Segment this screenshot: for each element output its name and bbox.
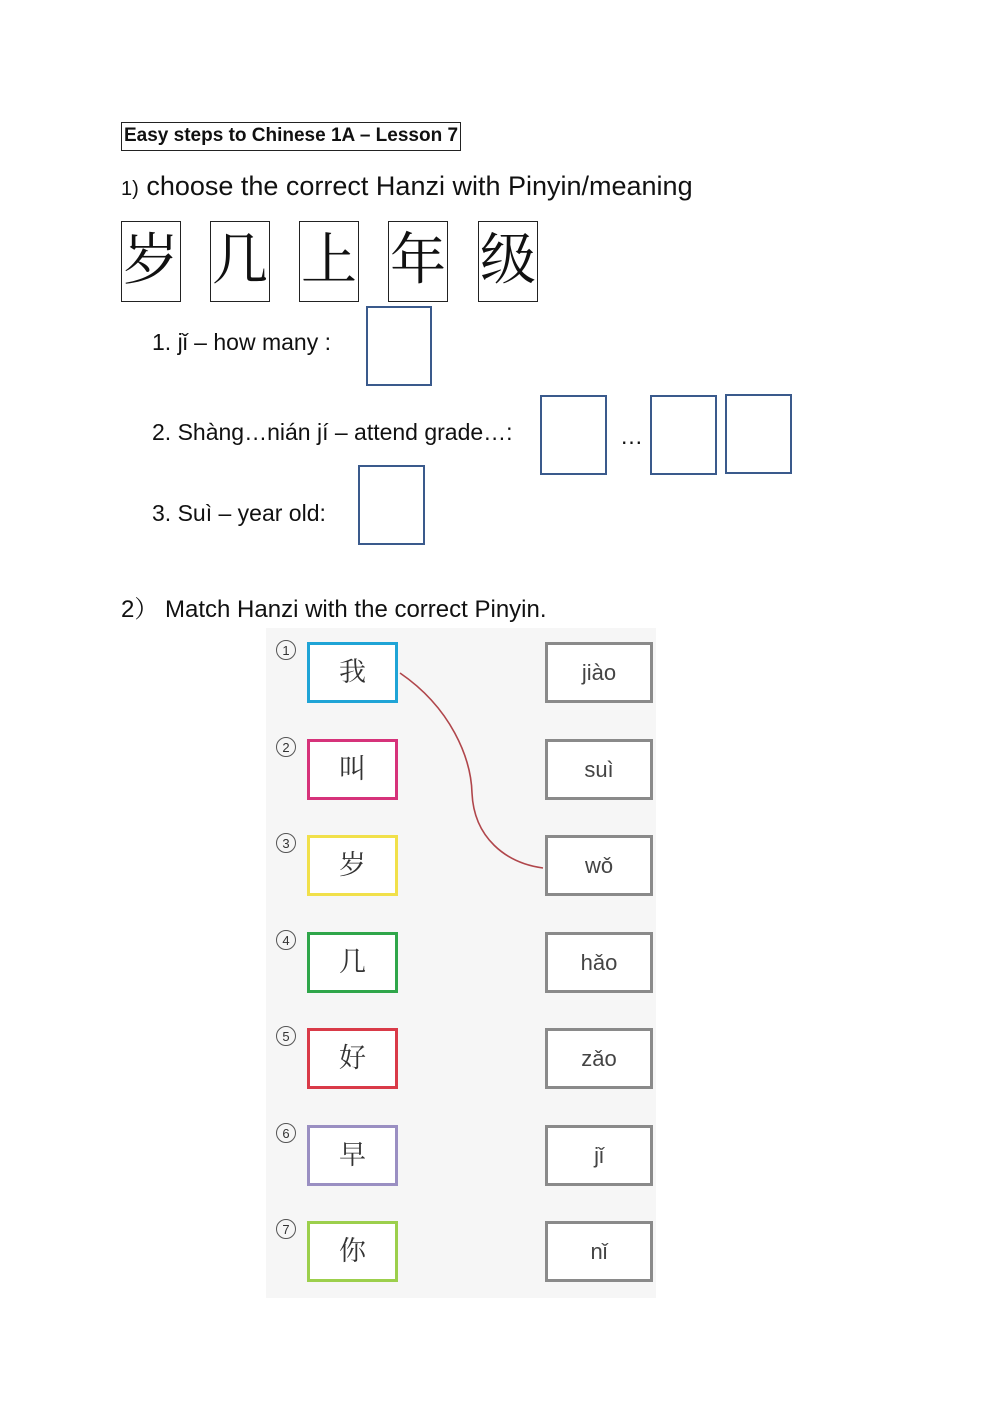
pinyin-box[interactable]: suì xyxy=(545,739,653,800)
hanzi-box[interactable]: 好 xyxy=(307,1028,398,1089)
answer-box-q2-b[interactable] xyxy=(650,395,717,475)
hanzi-box[interactable]: 岁 xyxy=(307,835,398,896)
section-1-heading xyxy=(121,168,693,207)
section-1-number: 1) xyxy=(121,178,139,200)
character-card[interactable]: 岁 xyxy=(121,221,181,302)
hanzi-box[interactable]: 早 xyxy=(307,1125,398,1186)
answer-box-q1[interactable] xyxy=(366,306,432,386)
lesson-title: Easy steps to Chinese 1A – Lesson 7 xyxy=(121,122,461,151)
pinyin-box[interactable]: hǎo xyxy=(545,932,653,993)
character-card[interactable]: 上 xyxy=(299,221,359,302)
ellipsis-separator: … xyxy=(620,423,643,449)
pinyin-box[interactable]: jiào xyxy=(545,642,653,703)
section-2-instruction: Match Hanzi with the correct Pinyin. xyxy=(165,596,547,623)
item-number: 6 xyxy=(276,1123,296,1143)
pinyin-box[interactable]: nǐ xyxy=(545,1221,653,1282)
pinyin-box[interactable]: zǎo xyxy=(545,1028,653,1089)
item-number: 3 xyxy=(276,833,296,853)
character-card[interactable]: 级 xyxy=(478,221,538,302)
character-card[interactable]: 几 xyxy=(210,221,270,302)
hanzi-box[interactable]: 你 xyxy=(307,1221,398,1282)
hanzi-box[interactable]: 几 xyxy=(307,932,398,993)
pinyin-box[interactable]: jǐ xyxy=(545,1125,653,1186)
item-number: 5 xyxy=(276,1026,296,1046)
character-card[interactable]: 年 xyxy=(388,221,448,302)
question-3-label: 3. Suì – year old: xyxy=(152,500,326,526)
matching-exercise xyxy=(266,628,656,1298)
section-1-instruction: choose the correct Hanzi with Pinyin/meaning xyxy=(146,171,693,201)
answer-box-q2-c[interactable] xyxy=(725,394,792,474)
hanzi-box[interactable]: 叫 xyxy=(307,739,398,800)
item-number: 7 xyxy=(276,1219,296,1239)
answer-box-q2-a[interactable] xyxy=(540,395,607,475)
question-1-label: 1. jǐ – how many : xyxy=(152,329,331,355)
hanzi-box[interactable]: 我 xyxy=(307,642,398,703)
section-2-heading xyxy=(121,594,547,626)
question-2-label: 2. Shàng…nián jí – attend grade…: xyxy=(152,419,513,445)
item-number: 2 xyxy=(276,737,296,757)
section-2-number: 2） xyxy=(121,596,159,623)
pinyin-box[interactable]: wǒ xyxy=(545,835,653,896)
answer-box-q3[interactable] xyxy=(358,465,425,545)
item-number: 4 xyxy=(276,930,296,950)
item-number: 1 xyxy=(276,640,296,660)
